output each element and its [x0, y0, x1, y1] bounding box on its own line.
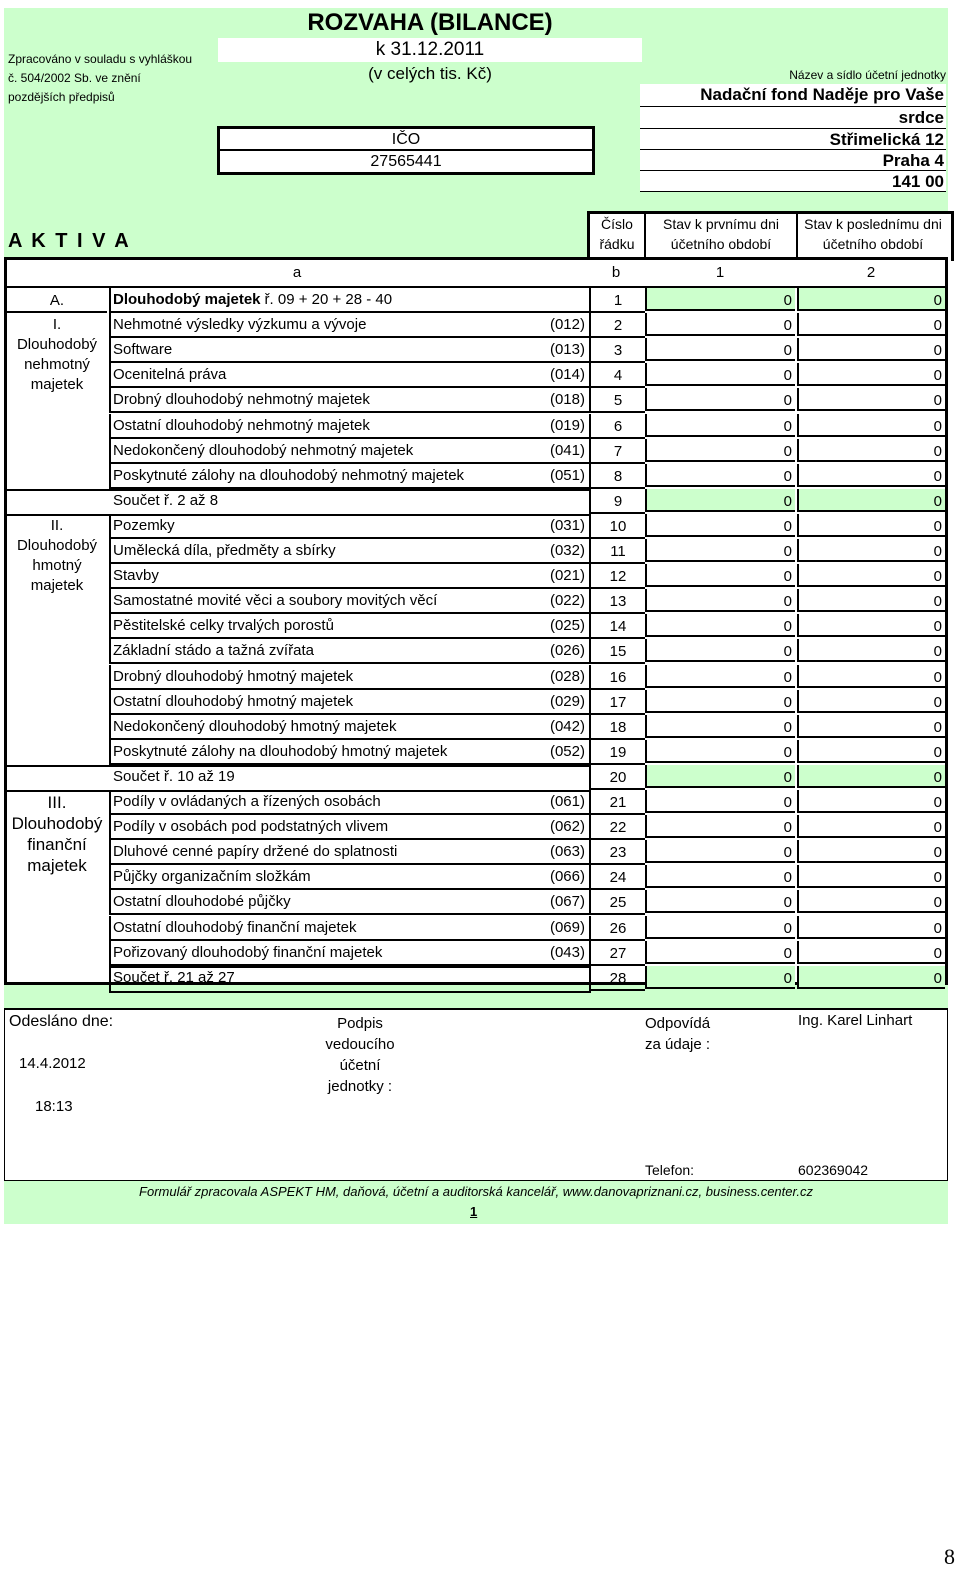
value-first-day: 0 — [645, 388, 795, 411]
col-header-row-number: Číslo řádku — [590, 214, 646, 261]
account-code: (026) — [549, 642, 585, 660]
value-last-day: 0 — [797, 790, 945, 813]
column-headers — [587, 211, 954, 261]
value-last-day: 0 — [797, 363, 945, 386]
sum-row — [7, 489, 945, 514]
value-first-day: 0 — [645, 815, 795, 838]
row-number: 15 — [589, 639, 645, 664]
table-row — [7, 840, 945, 865]
subheader-row — [7, 260, 945, 288]
row-number: 22 — [589, 815, 645, 840]
row-number: 25 — [589, 890, 645, 915]
subheader-b: b — [611, 264, 621, 281]
table-row — [7, 589, 945, 614]
subheader-1: 1 — [715, 264, 725, 281]
sum-label-cell — [7, 765, 589, 792]
value-first-day: 0 — [645, 288, 795, 311]
row-number: 21 — [589, 790, 645, 815]
value-first-day: 0 — [645, 790, 795, 813]
value-last-day: 0 — [797, 715, 945, 738]
value-last-day: 0 — [797, 690, 945, 713]
account-code: (012) — [549, 316, 585, 334]
value-last-day: 0 — [797, 414, 945, 437]
value-last-day: 0 — [797, 288, 945, 311]
account-code: (022) — [549, 592, 585, 610]
table-row-label: Ostatní dlouhodobý hmotný majetek — [113, 692, 354, 710]
sum-label: Součet ř. 2 až 8 — [113, 491, 219, 509]
group-name: Dlouhodobý nehmotný majetek — [16, 336, 98, 394]
account-code: (013) — [549, 341, 585, 359]
row-number: 6 — [589, 414, 645, 439]
label-cell — [109, 564, 589, 589]
responsible-name: Ing. Karel Linhart — [798, 1012, 913, 1029]
value-last-day: 0 — [797, 338, 945, 361]
account-code: (062) — [549, 818, 585, 836]
group-name: Dlouhodobý hmotný majetek — [16, 536, 98, 594]
table-row-label: Základní stádo a tažná zvířata — [113, 642, 314, 660]
table-row — [7, 313, 945, 338]
table-row-label: Ocenitelná práva — [113, 366, 227, 384]
table-row-label: Půjčky organizačním složkám — [113, 868, 311, 886]
value-first-day: 0 — [645, 514, 795, 537]
value-first-day: 0 — [645, 414, 795, 437]
sum-label: Součet ř. 10 až 19 — [113, 767, 235, 785]
table-row — [7, 388, 945, 413]
value-last-day: 0 — [797, 464, 945, 487]
value-first-day: 0 — [645, 614, 795, 637]
value-first-day: 0 — [645, 941, 795, 964]
col-header-last-day: Stav k poslednímu dni účetního období — [804, 216, 942, 252]
value-first-day: 0 — [645, 589, 795, 612]
subheader-a: a — [292, 264, 302, 281]
units-note: (v celých tis. Kč) — [368, 64, 492, 83]
value-last-day: 0 — [797, 514, 945, 537]
row-number: 17 — [589, 690, 645, 715]
value-first-day: 0 — [645, 865, 795, 888]
table-row-label: Ostatní dlouhodobé půjčky — [113, 893, 291, 911]
value-last-day: 0 — [797, 564, 945, 587]
row-number: 12 — [589, 564, 645, 589]
table-row — [7, 916, 945, 941]
account-code: (067) — [549, 893, 585, 911]
value-first-day: 0 — [645, 489, 795, 512]
row-number: 1 — [589, 288, 645, 313]
row-number: 8 — [589, 464, 645, 489]
row-number: 24 — [589, 865, 645, 890]
value-last-day: 0 — [797, 865, 945, 888]
table-row — [7, 439, 945, 464]
sent-time: 18:13 — [35, 1098, 73, 1115]
value-last-day: 0 — [797, 665, 945, 688]
group-a-code: A. — [7, 288, 107, 313]
value-first-day: 0 — [645, 639, 795, 662]
value-first-day: 0 — [645, 966, 795, 989]
responsible-label — [645, 1013, 710, 1055]
value-first-day: 0 — [645, 765, 795, 788]
table-row-label: Drobný dlouhodobý hmotný majetek — [113, 667, 354, 685]
value-last-day: 0 — [797, 966, 945, 989]
table-row-label: Nedokončený dlouhodobý nehmotný majetek — [113, 441, 414, 459]
value-last-day: 0 — [797, 740, 945, 763]
table-row-label: Samostatné movité věci a soubory movitých věcí — [113, 592, 438, 610]
account-code: (061) — [549, 793, 585, 810]
ico-label: IČO — [220, 129, 592, 151]
value-last-day: 0 — [797, 890, 945, 913]
ico-value: 27565441 — [370, 153, 442, 170]
label-cell — [109, 514, 589, 539]
table-row-label: Poskytnuté zálohy na dlouhodobý nehmotný majetek — [113, 466, 465, 484]
account-code: (052) — [549, 742, 585, 760]
row-number: 19 — [589, 740, 645, 765]
row-number: 28 — [589, 966, 645, 991]
compliance-line-1: Zpracováno v souladu s vyhláškou — [8, 52, 193, 66]
entity-city: Praha 4 — [640, 150, 946, 171]
row-number: 23 — [589, 840, 645, 865]
page-number: 8 — [944, 1544, 955, 1569]
row-number: 13 — [589, 589, 645, 614]
table-row-label: Pěstitelské celky trvalých porostů — [113, 617, 334, 635]
table-row — [7, 539, 945, 564]
row-number: 7 — [589, 439, 645, 464]
responsible-label-2: za údaje : — [645, 1036, 711, 1053]
phone-number: 602369042 — [798, 1162, 869, 1178]
table-row — [7, 639, 945, 664]
table-row — [7, 740, 945, 765]
table-row-label: Podíly v ovládaných a řízených osobách — [113, 793, 381, 810]
row-number: 14 — [589, 614, 645, 639]
row-number: 18 — [589, 715, 645, 740]
table-row — [7, 414, 945, 439]
entity-name-line-2: srdce — [640, 107, 946, 129]
table-row — [7, 690, 945, 715]
table-row-label: Drobný dlouhodobý nehmotný majetek — [113, 391, 370, 409]
value-last-day: 0 — [797, 539, 945, 562]
row-a-label: Dlouhodobý majetek ř. 09 + 20 + 28 - 40 — [113, 291, 393, 308]
entity-label: Název a sídlo účetní jednotky — [789, 68, 946, 82]
entity-name-line-1: Nadační fond Naděje pro Vaše — [640, 84, 946, 107]
value-first-day: 0 — [645, 715, 795, 738]
table-row — [7, 865, 945, 890]
value-first-day: 0 — [645, 338, 795, 361]
value-first-day: 0 — [645, 690, 795, 713]
sum-label: Součet ř. 21 až 27 — [113, 968, 235, 986]
value-last-day: 0 — [797, 589, 945, 612]
report-date: k 31.12.2011 — [218, 38, 642, 62]
account-code: (029) — [549, 692, 585, 710]
account-code: (014) — [549, 366, 585, 384]
entity-zip: 141 00 — [640, 171, 946, 192]
page-title: ROZVAHA (BILANCE) — [307, 9, 553, 36]
phone-label: Telefon: — [645, 1162, 695, 1178]
sum-label-cell — [7, 489, 589, 516]
section-title: A K T I V A — [8, 230, 131, 252]
row-number: 16 — [589, 665, 645, 690]
row-number: 20 — [589, 765, 645, 790]
table-row-label: Nehmotné výsledky výzkumu a vývoje — [113, 316, 367, 334]
table-row-label: Software — [113, 341, 173, 359]
row-number: 5 — [589, 388, 645, 413]
row-number: 4 — [589, 363, 645, 388]
table-row — [7, 514, 945, 539]
account-code: (063) — [549, 843, 585, 861]
group-code: I. — [52, 316, 62, 334]
account-code: (021) — [549, 567, 585, 585]
assets-table — [4, 257, 948, 985]
value-last-day: 0 — [797, 614, 945, 637]
value-first-day: 0 — [645, 840, 795, 863]
account-code: (019) — [549, 416, 585, 434]
compliance-note — [8, 50, 192, 107]
value-last-day: 0 — [797, 639, 945, 662]
signature-label-3: účetní — [339, 1057, 381, 1074]
group-code: III. — [47, 793, 67, 812]
subheader-2: 2 — [866, 264, 876, 281]
table-row — [7, 815, 945, 840]
value-last-day: 0 — [797, 313, 945, 336]
account-code: (032) — [549, 542, 585, 559]
sent-label: Odesláno dne: — [9, 1013, 114, 1030]
signature-label-1: Podpis — [337, 1015, 383, 1032]
value-first-day: 0 — [645, 890, 795, 913]
account-code: (018) — [549, 391, 585, 409]
table-row-label: Pozemky — [113, 516, 175, 534]
form-credit: Formulář zpracovala ASPEKT HM, daňová, účetní a auditorská kancelář, www.danovapriznani.cz, business.center.cz — [139, 1184, 813, 1199]
group-label — [7, 514, 107, 765]
sent-date: 14.4.2012 — [19, 1055, 86, 1072]
balance-sheet-form — [4, 8, 948, 1224]
value-last-day: 0 — [797, 489, 945, 512]
sum-row — [7, 765, 945, 790]
value-last-day: 0 — [797, 815, 945, 838]
value-first-day: 0 — [645, 665, 795, 688]
row-a — [7, 288, 945, 313]
account-code: (069) — [549, 918, 585, 936]
table-row — [7, 564, 945, 589]
table-row — [7, 941, 945, 966]
row-number: 9 — [589, 489, 645, 514]
table-row-label: Pořizovaný dlouhodobý finanční majetek — [113, 943, 383, 961]
group-code: II. — [50, 516, 64, 534]
table-row — [7, 665, 945, 690]
table-row-label: Nedokončený dlouhodobý hmotný majetek — [113, 717, 397, 735]
account-code: (042) — [549, 717, 585, 735]
signature-label-2: vedoucího — [325, 1036, 395, 1053]
sum-row — [7, 966, 945, 991]
col-header-first-day: Stav k prvnímu dni účetního období — [646, 214, 798, 261]
table-row — [7, 338, 945, 363]
account-code: (043) — [549, 943, 585, 961]
ico-box — [217, 126, 595, 175]
responsible-label-1: Odpovídá — [645, 1015, 711, 1032]
table-row-label: Dluhové cenné papíry držené do splatnosti — [113, 843, 398, 861]
table-row-label: Stavby — [113, 567, 159, 585]
account-code: (031) — [549, 516, 585, 534]
row-number: 26 — [589, 916, 645, 941]
value-first-day: 0 — [645, 363, 795, 386]
entity-block — [640, 84, 946, 192]
group-name: Dlouhodobý finanční majetek — [11, 814, 103, 875]
table-row — [7, 790, 945, 815]
value-last-day: 0 — [797, 765, 945, 788]
formula: ř. 09 + 20 + 28 - 40 — [264, 291, 393, 308]
compliance-line-2: č. 504/2002 Sb. ve znění — [8, 71, 141, 85]
signature-label — [305, 1013, 415, 1097]
value-first-day: 0 — [645, 313, 795, 336]
table-row — [7, 890, 945, 915]
row-number: 27 — [589, 941, 645, 966]
row-number: 10 — [589, 514, 645, 539]
table-row-label: Ostatní dlouhodobý finanční majetek — [113, 918, 357, 936]
value-first-day: 0 — [645, 916, 795, 939]
table-row-label: Poskytnuté zálohy na dlouhodobý hmotný majetek — [113, 742, 448, 760]
value-last-day: 0 — [797, 941, 945, 964]
table-row-label: Umělecká díla, předměty a sbírky — [113, 542, 336, 559]
row-number: 3 — [589, 338, 645, 363]
label-cell — [109, 338, 589, 363]
table-row — [7, 715, 945, 740]
row-number: 2 — [589, 313, 645, 338]
account-code: (041) — [549, 441, 585, 459]
table-row — [7, 363, 945, 388]
row-number: 11 — [589, 539, 645, 564]
account-code: (051) — [549, 466, 585, 484]
value-last-day: 0 — [797, 388, 945, 411]
table-row-label: Podíly v osobách pod podstatných vlivem — [113, 818, 389, 836]
value-first-day: 0 — [645, 439, 795, 462]
value-first-day: 0 — [645, 564, 795, 587]
value-last-day: 0 — [797, 840, 945, 863]
entity-street: Střimelická 12 — [640, 129, 946, 150]
value-first-day: 0 — [645, 740, 795, 763]
value-last-day: 0 — [797, 916, 945, 939]
group-label — [7, 313, 107, 489]
account-code: (025) — [549, 617, 585, 635]
value-first-day: 0 — [645, 539, 795, 562]
table-row — [7, 614, 945, 639]
account-code: (066) — [549, 868, 585, 886]
table-row — [7, 464, 945, 489]
compliance-line-3: pozdějších předpisů — [8, 90, 115, 104]
footer-box — [4, 1008, 948, 1181]
inner-page-number: 1 — [470, 1204, 478, 1219]
signature-label-4: jednotky : — [327, 1078, 393, 1095]
table-body — [7, 288, 945, 987]
table-row-label: Ostatní dlouhodobý nehmotný majetek — [113, 416, 370, 434]
value-first-day: 0 — [645, 464, 795, 487]
group-label — [7, 790, 107, 966]
value-last-day: 0 — [797, 439, 945, 462]
account-code: (028) — [549, 667, 585, 685]
